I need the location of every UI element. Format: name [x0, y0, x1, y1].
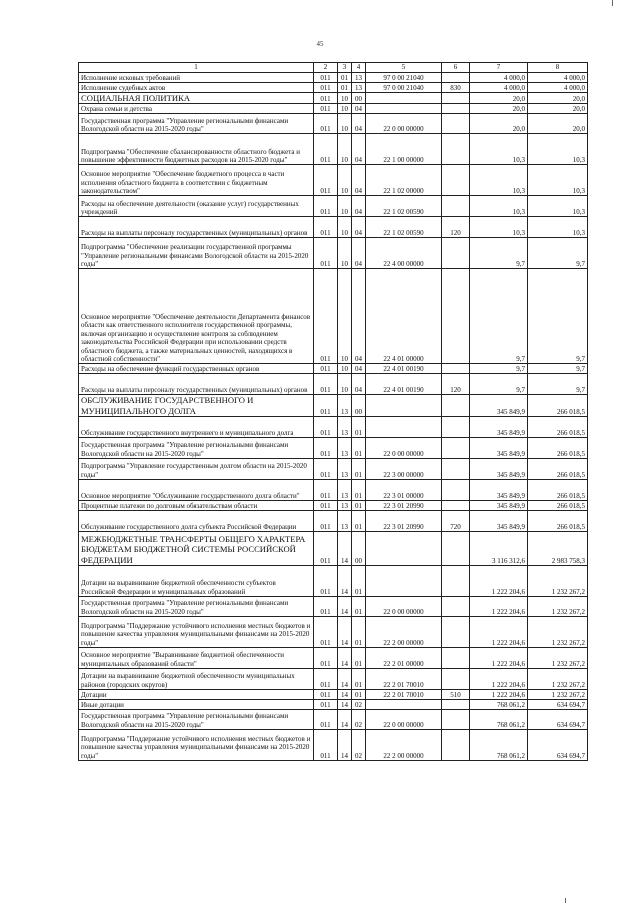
row-amount-cell: 1 222 204,6 [470, 647, 528, 668]
row-code-cell: 22 2 01 70010 [366, 689, 442, 699]
table-row [79, 364, 588, 374]
row-code-cell [442, 531, 470, 565]
row-code-cell: 011 [314, 510, 338, 531]
row-amount-cell: 9,7 [528, 238, 588, 269]
row-code-cell: 10 [338, 93, 352, 104]
row-code-cell: 13 [352, 73, 366, 83]
row-code-cell: 10 [338, 165, 352, 196]
row-code-cell: 011 [314, 668, 338, 689]
row-code-cell: 01 [352, 437, 366, 458]
row-code-cell: 011 [314, 699, 338, 709]
row-amount-cell: 1 222 204,6 [470, 689, 528, 699]
row-code-cell: 011 [314, 565, 338, 596]
row-amount-cell: 266 018,5 [528, 395, 588, 417]
table-row [79, 104, 588, 114]
row-code-cell: 011 [314, 416, 338, 437]
table-row [79, 510, 588, 531]
row-code-cell: 04 [352, 269, 366, 364]
row-code-cell: 13 [338, 458, 352, 479]
table-row [79, 565, 588, 596]
row-amount-cell: 20,0 [470, 93, 528, 104]
row-amount-cell: 768 061,2 [470, 709, 528, 729]
row-amount-cell: 1 232 267,2 [528, 565, 588, 596]
row-code-cell: 22 0 00 00000 [366, 437, 442, 458]
row-code-cell: 22 3 01 20990 [366, 510, 442, 531]
row-code-cell [366, 395, 442, 417]
row-code-cell: 01 [352, 616, 366, 647]
row-code-cell: 10 [338, 134, 352, 165]
row-code-cell: 10 [338, 238, 352, 269]
row-amount-cell: 3 116 312,6 [470, 531, 528, 565]
table-row [79, 83, 588, 93]
row-code-cell: 22 2 00 00000 [366, 729, 442, 760]
row-amount-cell: 10,3 [470, 217, 528, 238]
row-amount-cell: 634 694,7 [528, 729, 588, 760]
table-row [79, 165, 588, 196]
row-name-cell: Исполнение исковых требований [79, 73, 314, 83]
row-amount-cell: 1 222 204,6 [470, 668, 528, 689]
row-name-cell: Дотации на выравнивание бюджетной обеспеченности муниципальных районов (городских округов) [79, 668, 314, 689]
table-row [79, 93, 588, 104]
table-row [79, 395, 588, 417]
header-cell: 5 [366, 63, 442, 73]
table-row [79, 114, 588, 134]
row-amount-cell: 9,7 [528, 364, 588, 374]
row-name-cell: Процентные платежи по долговым обязательствам области [79, 500, 314, 510]
row-code-cell: 13 [352, 83, 366, 93]
row-amount-cell: 4 000,0 [470, 73, 528, 83]
row-code-cell [366, 93, 442, 104]
row-code-cell: 01 [338, 73, 352, 83]
row-code-cell: 14 [338, 668, 352, 689]
row-code-cell: 01 [352, 647, 366, 668]
row-code-cell [366, 416, 442, 437]
row-code-cell: 13 [338, 479, 352, 500]
table-row [79, 374, 588, 395]
row-code-cell: 04 [352, 238, 366, 269]
row-name-cell: Обслуживание государственного внутреннего и муниципального долга [79, 416, 314, 437]
row-code-cell: 22 0 00 00000 [366, 596, 442, 616]
row-code-cell [442, 364, 470, 374]
row-name-cell: Расходы на выплаты персоналу государственных (муниципальных) органов [79, 374, 314, 395]
row-code-cell: 04 [352, 104, 366, 114]
row-name-cell: Подпрограмма "Поддержание устойчивого исполнения местных бюджетов и повышение качества управления муниципальными финансами на 2015-2020 годы" [79, 729, 314, 760]
header-cell: 1 [79, 63, 314, 73]
row-code-cell: 011 [314, 104, 338, 114]
table-row [79, 479, 588, 500]
row-name-cell: Подпрограмма "Обеспечение сбалансированности областного бюджета и повышение эффективности бюджетных расходов на 2015-2020 годы" [79, 134, 314, 165]
row-code-cell [366, 699, 442, 709]
row-name-cell: Иные дотации [79, 699, 314, 709]
table-row [79, 134, 588, 165]
row-amount-cell: 634 694,7 [528, 699, 588, 709]
row-amount-cell: 9,7 [470, 364, 528, 374]
row-amount-cell: 20,0 [470, 114, 528, 134]
header-cell: 2 [314, 63, 338, 73]
row-code-cell: 10 [338, 104, 352, 114]
row-code-cell [442, 565, 470, 596]
row-code-cell [442, 479, 470, 500]
row-code-cell: 14 [338, 699, 352, 709]
row-amount-cell: 634 694,7 [528, 709, 588, 729]
row-amount-cell: 345 849,9 [470, 458, 528, 479]
table-row [79, 73, 588, 83]
row-code-cell: 22 1 02 00000 [366, 165, 442, 196]
row-code-cell: 22 0 00 00000 [366, 709, 442, 729]
row-name-cell: Охрана семьи и детства [79, 104, 314, 114]
row-code-cell: 10 [338, 114, 352, 134]
scan-mark-bottom [565, 898, 566, 903]
row-code-cell: 011 [314, 689, 338, 699]
row-name-cell: Государственная программа "Управление региональными финансами Вологодской области на 2015-2020 годы" [79, 596, 314, 616]
row-name-cell: Подпрограмма "Управление государственным долгом области на 2015-2020 годы" [79, 458, 314, 479]
row-code-cell [442, 668, 470, 689]
row-amount-cell: 266 018,5 [528, 416, 588, 437]
table-row [79, 647, 588, 668]
row-code-cell: 011 [314, 458, 338, 479]
row-code-cell [442, 93, 470, 104]
row-code-cell: 22 2 01 00000 [366, 647, 442, 668]
header-cell: 8 [528, 63, 588, 73]
row-code-cell: 011 [314, 165, 338, 196]
table-row [79, 500, 588, 510]
row-amount-cell: 345 849,9 [470, 395, 528, 417]
row-amount-cell: 20,0 [528, 114, 588, 134]
row-amount-cell: 9,7 [528, 269, 588, 364]
row-code-cell: 011 [314, 616, 338, 647]
row-amount-cell: 1 232 267,2 [528, 689, 588, 699]
row-amount-cell: 20,0 [470, 104, 528, 114]
row-code-cell: 011 [314, 395, 338, 417]
row-name-cell: СОЦИАЛЬНАЯ ПОЛИТИКА [79, 93, 314, 104]
row-code-cell: 01 [352, 565, 366, 596]
row-code-cell: 10 [338, 269, 352, 364]
row-code-cell: 22 3 01 00000 [366, 479, 442, 500]
row-code-cell: 01 [352, 510, 366, 531]
row-amount-cell: 345 849,9 [470, 437, 528, 458]
header-cell: 6 [442, 63, 470, 73]
row-name-cell: ОБСЛУЖИВАНИЕ ГОСУДАРСТВЕННОГО И МУНИЦИПАЛЬНОГО ДОЛГА [79, 395, 314, 417]
table-row [79, 668, 588, 689]
row-code-cell: 01 [352, 458, 366, 479]
row-amount-cell: 10,3 [528, 196, 588, 217]
table-row [79, 531, 588, 565]
scan-mark-top [612, 0, 613, 6]
header-cell: 3 [338, 63, 352, 73]
row-name-cell: Расходы на обеспечение деятельности (оказание услуг) государственных учреждений [79, 196, 314, 217]
row-code-cell: 04 [352, 217, 366, 238]
row-code-cell: 22 1 02 00590 [366, 217, 442, 238]
row-code-cell: 01 [352, 668, 366, 689]
row-code-cell: 14 [338, 531, 352, 565]
row-code-cell: 22 4 01 00190 [366, 364, 442, 374]
row-code-cell: 97 0 00 21040 [366, 73, 442, 83]
row-code-cell: 011 [314, 114, 338, 134]
row-code-cell: 14 [338, 647, 352, 668]
row-code-cell: 011 [314, 596, 338, 616]
row-code-cell: 22 3 00 00000 [366, 458, 442, 479]
row-code-cell: 13 [338, 395, 352, 417]
row-amount-cell: 266 018,5 [528, 437, 588, 458]
row-code-cell: 01 [352, 500, 366, 510]
row-code-cell: 14 [338, 709, 352, 729]
row-code-cell: 011 [314, 374, 338, 395]
row-amount-cell: 20,0 [528, 93, 588, 104]
row-code-cell: 01 [352, 689, 366, 699]
table-row [79, 238, 588, 269]
row-code-cell [442, 616, 470, 647]
row-amount-cell: 10,3 [528, 217, 588, 238]
row-code-cell: 22 4 01 00190 [366, 374, 442, 395]
row-amount-cell: 4 000,0 [528, 73, 588, 83]
row-code-cell [442, 114, 470, 134]
row-code-cell: 011 [314, 134, 338, 165]
row-amount-cell: 9,7 [470, 238, 528, 269]
row-code-cell: 01 [338, 83, 352, 93]
row-code-cell [442, 596, 470, 616]
row-name-cell: Дотации на выравнивание бюджетной обеспеченности субъектов Российской Федерации и муниципальных образований [79, 565, 314, 596]
row-code-cell: 22 2 00 00000 [366, 616, 442, 647]
row-code-cell [442, 395, 470, 417]
row-amount-cell: 10,3 [470, 134, 528, 165]
row-name-cell: Исполнение судебных актов [79, 83, 314, 93]
row-name-cell: Основное мероприятие "Обеспечение деятельности Департамента финансов области как ответственного исполнителя государственной программы, включая организацию и осуществление контроля за соблюдением законодательства Российской Федерации при использовании средств областного бюджета, а также материальных ценностей, находящихся в областной собственности" [79, 269, 314, 364]
table-row [79, 596, 588, 616]
row-code-cell: 10 [338, 217, 352, 238]
row-code-cell [442, 437, 470, 458]
table-header-row [79, 63, 588, 73]
row-code-cell [442, 238, 470, 269]
row-name-cell: Основное мероприятие "Выравнивание бюджетной обеспеченности муниципальных образований области" [79, 647, 314, 668]
row-name-cell: Подпрограмма "Поддержание устойчивого исполнения местных бюджетов и повышение качества управления муниципальными финансами на 2015-2020 годы" [79, 616, 314, 647]
row-amount-cell: 1 222 204,6 [470, 596, 528, 616]
table-row [79, 269, 588, 364]
row-amount-cell: 1 222 204,6 [470, 565, 528, 596]
row-amount-cell: 345 849,9 [470, 416, 528, 437]
row-code-cell: 011 [314, 83, 338, 93]
row-amount-cell: 10,3 [470, 196, 528, 217]
row-code-cell: 00 [352, 395, 366, 417]
row-code-cell [442, 104, 470, 114]
row-code-cell [442, 699, 470, 709]
row-code-cell: 04 [352, 165, 366, 196]
table-row [79, 709, 588, 729]
row-code-cell: 011 [314, 647, 338, 668]
page-number: 45 [316, 40, 324, 48]
row-name-cell: Государственная программа "Управление региональными финансами Вологодской области на 2015-2020 годы" [79, 709, 314, 729]
table-row [79, 616, 588, 647]
row-name-cell: Дотации [79, 689, 314, 699]
row-code-cell: 22 1 00 00000 [366, 134, 442, 165]
row-code-cell: 04 [352, 196, 366, 217]
row-name-cell: Расходы на обеспечение функций государственных органов [79, 364, 314, 374]
row-code-cell: 01 [352, 416, 366, 437]
row-code-cell [442, 500, 470, 510]
row-amount-cell: 266 018,5 [528, 458, 588, 479]
row-code-cell: 02 [352, 699, 366, 709]
row-amount-cell: 1 232 267,2 [528, 647, 588, 668]
row-amount-cell: 4 000,0 [528, 83, 588, 93]
row-code-cell [366, 565, 442, 596]
row-code-cell: 04 [352, 364, 366, 374]
row-name-cell: Государственная программа "Управление региональными финансами Вологодской области на 2015-2020 годы" [79, 437, 314, 458]
row-code-cell: 011 [314, 500, 338, 510]
row-code-cell: 120 [442, 374, 470, 395]
row-code-cell: 011 [314, 73, 338, 83]
row-code-cell [442, 647, 470, 668]
row-amount-cell: 2 983 758,3 [528, 531, 588, 565]
row-code-cell: 14 [338, 729, 352, 760]
row-code-cell [442, 134, 470, 165]
row-code-cell: 14 [338, 596, 352, 616]
header-cell: 7 [470, 63, 528, 73]
row-code-cell: 011 [314, 437, 338, 458]
row-code-cell: 011 [314, 217, 338, 238]
row-amount-cell: 1 222 204,6 [470, 616, 528, 647]
row-code-cell: 011 [314, 531, 338, 565]
table-row [79, 437, 588, 458]
row-amount-cell: 266 018,5 [528, 479, 588, 500]
row-amount-cell: 10,3 [470, 165, 528, 196]
row-code-cell: 00 [352, 531, 366, 565]
row-code-cell [366, 104, 442, 114]
table-row [79, 689, 588, 699]
row-code-cell: 22 4 01 00000 [366, 269, 442, 364]
row-code-cell: 22 3 01 20990 [366, 500, 442, 510]
row-code-cell [442, 165, 470, 196]
row-amount-cell: 266 018,5 [528, 500, 588, 510]
row-code-cell: 10 [338, 196, 352, 217]
row-code-cell: 13 [338, 510, 352, 531]
row-amount-cell: 9,7 [528, 374, 588, 395]
header-cell: 4 [352, 63, 366, 73]
row-name-cell: Основное мероприятие "Обслуживание государственного долга области" [79, 479, 314, 500]
row-code-cell: 14 [338, 565, 352, 596]
row-amount-cell: 1 232 267,2 [528, 668, 588, 689]
row-code-cell: 011 [314, 93, 338, 104]
row-code-cell [442, 709, 470, 729]
row-code-cell: 04 [352, 374, 366, 395]
row-amount-cell: 345 849,9 [470, 510, 528, 531]
row-code-cell: 011 [314, 196, 338, 217]
row-code-cell: 02 [352, 729, 366, 760]
row-code-cell [442, 196, 470, 217]
row-amount-cell: 1 232 267,2 [528, 596, 588, 616]
row-name-cell: Государственная программа "Управление региональными финансами Вологодской области на 2015-2020 годы" [79, 114, 314, 134]
table-row [79, 729, 588, 760]
row-code-cell [442, 73, 470, 83]
row-name-cell: Подпрограмма "Обеспечение реализации государственной программы "Управление региональными финансами Вологодской области на 2015-2020 годы" [79, 238, 314, 269]
row-amount-cell: 20,0 [528, 104, 588, 114]
row-name-cell: МЕЖБЮДЖЕТНЫЕ ТРАНСФЕРТЫ ОБЩЕГО ХАРАКТЕРА БЮДЖЕТАМ БЮДЖЕТНОЙ СИСТЕМЫ РОССИЙСКОЙ ФЕДЕРАЦИИ [79, 531, 314, 565]
row-code-cell: 011 [314, 238, 338, 269]
row-amount-cell: 345 849,9 [470, 500, 528, 510]
row-code-cell: 04 [352, 134, 366, 165]
row-code-cell: 10 [338, 364, 352, 374]
row-code-cell: 011 [314, 729, 338, 760]
row-code-cell: 011 [314, 709, 338, 729]
row-code-cell: 510 [442, 689, 470, 699]
table-row [79, 458, 588, 479]
row-code-cell [442, 729, 470, 760]
row-code-cell: 011 [314, 269, 338, 364]
row-code-cell: 13 [338, 500, 352, 510]
row-code-cell: 22 0 00 00000 [366, 114, 442, 134]
row-code-cell: 13 [338, 416, 352, 437]
row-code-cell: 10 [338, 374, 352, 395]
budget-table [78, 62, 588, 761]
row-code-cell [442, 458, 470, 479]
row-code-cell [442, 416, 470, 437]
row-code-cell: 830 [442, 83, 470, 93]
row-amount-cell: 768 061,2 [470, 729, 528, 760]
row-code-cell: 97 0 00 21040 [366, 83, 442, 93]
row-code-cell [366, 531, 442, 565]
row-code-cell: 02 [352, 709, 366, 729]
row-amount-cell: 345 849,9 [470, 479, 528, 500]
row-name-cell: Расходы на выплаты персоналу государственных (муниципальных) органов [79, 217, 314, 238]
row-code-cell: 01 [352, 596, 366, 616]
row-amount-cell: 10,3 [528, 165, 588, 196]
row-amount-cell: 768 061,2 [470, 699, 528, 709]
row-amount-cell: 4 000,0 [470, 83, 528, 93]
row-code-cell: 22 2 01 70010 [366, 668, 442, 689]
row-code-cell: 01 [352, 479, 366, 500]
row-code-cell: 14 [338, 616, 352, 647]
row-code-cell [442, 269, 470, 364]
row-code-cell: 011 [314, 479, 338, 500]
row-code-cell: 120 [442, 217, 470, 238]
row-code-cell: 22 1 02 00590 [366, 196, 442, 217]
row-code-cell: 14 [338, 689, 352, 699]
row-amount-cell: 9,7 [470, 269, 528, 364]
row-code-cell: 00 [352, 93, 366, 104]
table-row [79, 416, 588, 437]
row-code-cell: 011 [314, 364, 338, 374]
row-code-cell: 13 [338, 437, 352, 458]
row-name-cell: Обслуживание государственного долга субъекта Российской Федерации [79, 510, 314, 531]
table-row [79, 196, 588, 217]
row-amount-cell: 266 018,5 [528, 510, 588, 531]
row-amount-cell: 9,7 [470, 374, 528, 395]
row-amount-cell: 1 232 267,2 [528, 616, 588, 647]
row-name-cell: Основное мероприятие "Обеспечение бюджетного процесса в части исполнения областного бюджета в соответствии с бюджетным законодательством" [79, 165, 314, 196]
row-code-cell: 04 [352, 114, 366, 134]
table-row [79, 217, 588, 238]
row-code-cell: 22 4 00 00000 [366, 238, 442, 269]
row-code-cell: 720 [442, 510, 470, 531]
row-amount-cell: 10,3 [528, 134, 588, 165]
table-row [79, 699, 588, 709]
